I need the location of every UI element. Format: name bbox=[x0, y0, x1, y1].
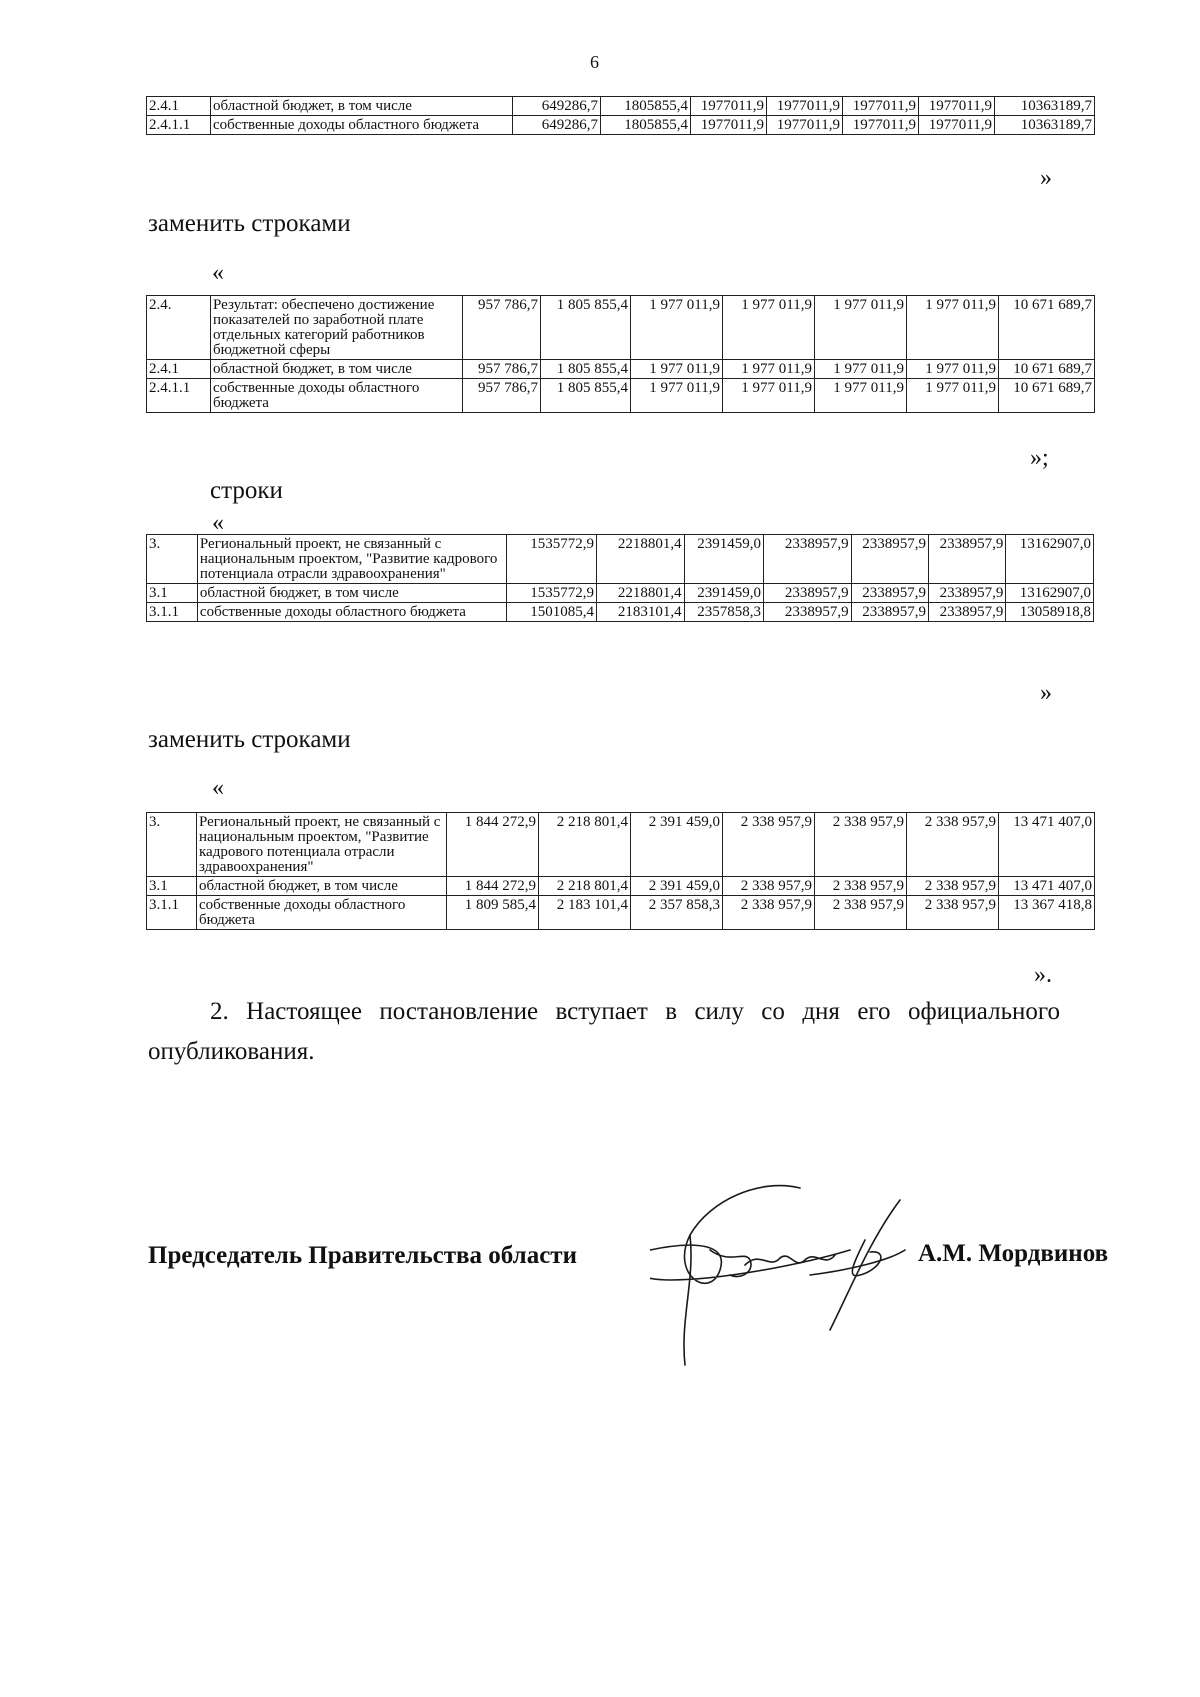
table-row bbox=[147, 296, 1095, 360]
amount-cell: 2338957,9 bbox=[851, 603, 928, 622]
amount-cell: 1 977 011,9 bbox=[631, 296, 723, 360]
amount-cell: 1805855,4 bbox=[601, 97, 691, 116]
amount-cell: 1805855,4 bbox=[601, 116, 691, 135]
replace-with-rows-label: заменить строками bbox=[148, 210, 351, 237]
amount-cell: 1 977 011,9 bbox=[815, 379, 907, 413]
amount-cell: 1 844 272,9 bbox=[447, 813, 539, 877]
opening-quote: « bbox=[212, 775, 224, 801]
amount-cell: 1 977 011,9 bbox=[907, 379, 999, 413]
amount-cell: 2338957,9 bbox=[764, 603, 852, 622]
table-row bbox=[147, 877, 1095, 896]
table-row bbox=[147, 584, 1094, 603]
amount-cell: 1 977 011,9 bbox=[723, 360, 815, 379]
amount-cell: 2 391 459,0 bbox=[631, 877, 723, 896]
row-description-cell: Результат: обеспечено достижение показателей по заработной плате отдельных категорий работников бюджетной сферы bbox=[211, 296, 463, 360]
amount-cell: 13 367 418,8 bbox=[999, 896, 1095, 930]
table-original-rows-2-4 bbox=[146, 96, 1095, 135]
row-description-cell: областной бюджет, в том числе bbox=[197, 584, 507, 603]
amount-cell: 2391459,0 bbox=[684, 535, 763, 584]
row-description-cell: собственные доходы областного бюджета bbox=[197, 603, 507, 622]
table-original-rows-3 bbox=[146, 534, 1094, 622]
opening-quote: « bbox=[212, 510, 224, 536]
amount-cell: 1 805 855,4 bbox=[541, 296, 631, 360]
row-description-cell: Региональный проект, не связанный с национальным проектом, "Развитие кадрового потенциала отрасли здравоохранения" bbox=[197, 535, 507, 584]
closing-quote: » bbox=[1040, 680, 1052, 706]
amount-cell: 13058918,8 bbox=[1006, 603, 1094, 622]
amount-cell: 2 391 459,0 bbox=[631, 813, 723, 877]
amount-cell: 2357858,3 bbox=[684, 603, 763, 622]
amount-cell: 1 977 011,9 bbox=[815, 296, 907, 360]
signatory-name: А.М. Мордвинов bbox=[918, 1240, 1109, 1267]
amount-cell: 2 338 957,9 bbox=[907, 813, 999, 877]
amount-cell: 1535772,9 bbox=[507, 535, 597, 584]
amount-cell: 1 977 011,9 bbox=[907, 296, 999, 360]
table-row bbox=[147, 360, 1095, 379]
amount-cell: 1977011,9 bbox=[767, 116, 843, 135]
row-code-cell: 3. bbox=[147, 535, 198, 584]
row-description-cell: собственные доходы областного бюджета bbox=[211, 379, 463, 413]
row-code-cell: 2.4. bbox=[147, 296, 211, 360]
amount-cell: 2 338 957,9 bbox=[907, 877, 999, 896]
amount-cell: 1 977 011,9 bbox=[631, 360, 723, 379]
amount-cell: 2 357 858,3 bbox=[631, 896, 723, 930]
amount-cell: 1977011,9 bbox=[919, 97, 995, 116]
table-row bbox=[147, 535, 1094, 584]
row-code-cell: 3.1.1 bbox=[147, 603, 198, 622]
row-code-cell: 3.1.1 bbox=[147, 896, 197, 930]
amount-cell: 957 786,7 bbox=[463, 296, 541, 360]
amount-cell: 10 671 689,7 bbox=[999, 379, 1095, 413]
amount-cell: 2 218 801,4 bbox=[539, 813, 631, 877]
amount-cell: 1501085,4 bbox=[507, 603, 597, 622]
amount-cell: 1 977 011,9 bbox=[907, 360, 999, 379]
amount-cell: 2338957,9 bbox=[928, 584, 1005, 603]
table-row bbox=[147, 379, 1095, 413]
amount-cell: 1977011,9 bbox=[767, 97, 843, 116]
table-row bbox=[147, 116, 1095, 135]
amount-cell: 1 844 272,9 bbox=[447, 877, 539, 896]
amount-cell: 1 809 585,4 bbox=[447, 896, 539, 930]
amount-cell: 2391459,0 bbox=[684, 584, 763, 603]
row-code-cell: 2.4.1 bbox=[147, 360, 211, 379]
amount-cell: 2338957,9 bbox=[928, 603, 1005, 622]
row-code-cell: 3.1 bbox=[147, 584, 198, 603]
replace-with-rows-label: заменить строками bbox=[148, 726, 351, 753]
row-description-cell: Региональный проект, не связанный с национальным проектом, "Развитие кадрового потенциала отрасли здравоохранения" bbox=[197, 813, 447, 877]
amount-cell: 2 338 957,9 bbox=[815, 813, 907, 877]
row-code-cell: 2.4.1 bbox=[147, 97, 211, 116]
amount-cell: 1 977 011,9 bbox=[723, 379, 815, 413]
amount-cell: 2 338 957,9 bbox=[723, 896, 815, 930]
amount-cell: 1977011,9 bbox=[691, 97, 767, 116]
amount-cell: 2 338 957,9 bbox=[815, 896, 907, 930]
amount-cell: 2218801,4 bbox=[597, 584, 685, 603]
amount-cell: 1 977 011,9 bbox=[723, 296, 815, 360]
amount-cell: 1 805 855,4 bbox=[541, 379, 631, 413]
amount-cell: 1 977 011,9 bbox=[815, 360, 907, 379]
amount-cell: 957 786,7 bbox=[463, 379, 541, 413]
amount-cell: 1535772,9 bbox=[507, 584, 597, 603]
amount-cell: 10 671 689,7 bbox=[999, 296, 1095, 360]
amount-cell: 1977011,9 bbox=[691, 116, 767, 135]
amount-cell: 2 218 801,4 bbox=[539, 877, 631, 896]
amount-cell: 10 671 689,7 bbox=[999, 360, 1095, 379]
table-row bbox=[147, 97, 1095, 116]
signatory-title: Председатель Правительства области bbox=[148, 1242, 577, 1269]
closing-quote: » bbox=[1040, 165, 1052, 191]
amount-cell: 1977011,9 bbox=[843, 97, 919, 116]
amount-cell: 13 471 407,0 bbox=[999, 813, 1095, 877]
amount-cell: 2218801,4 bbox=[597, 535, 685, 584]
amount-cell: 2338957,9 bbox=[851, 535, 928, 584]
amount-cell: 1 977 011,9 bbox=[631, 379, 723, 413]
amount-cell: 2338957,9 bbox=[928, 535, 1005, 584]
amount-cell: 957 786,7 bbox=[463, 360, 541, 379]
closing-quote: ». bbox=[1034, 962, 1052, 988]
row-description-cell: областной бюджет, в том числе bbox=[211, 97, 513, 116]
row-code-cell: 3. bbox=[147, 813, 197, 877]
table-row bbox=[147, 813, 1095, 877]
opening-quote: « bbox=[212, 260, 224, 286]
amount-cell: 2 338 957,9 bbox=[723, 813, 815, 877]
table-row bbox=[147, 896, 1095, 930]
row-description-cell: собственные доходы областного бюджета bbox=[197, 896, 447, 930]
table-row bbox=[147, 603, 1094, 622]
amount-cell: 10363189,7 bbox=[995, 116, 1095, 135]
amount-cell: 2338957,9 bbox=[764, 584, 852, 603]
amount-cell: 2 338 957,9 bbox=[723, 877, 815, 896]
rows-label: строки bbox=[210, 477, 283, 504]
amount-cell: 649286,7 bbox=[513, 116, 601, 135]
row-description-cell: собственные доходы областного бюджета bbox=[211, 116, 513, 135]
amount-cell: 13 471 407,0 bbox=[999, 877, 1095, 896]
amount-cell: 2338957,9 bbox=[851, 584, 928, 603]
row-code-cell: 2.4.1.1 bbox=[147, 379, 211, 413]
handwritten-signature bbox=[650, 1180, 910, 1370]
table-replacement-rows-3 bbox=[146, 812, 1095, 930]
amount-cell: 1977011,9 bbox=[843, 116, 919, 135]
amount-cell: 1 805 855,4 bbox=[541, 360, 631, 379]
page-number: 6 bbox=[590, 52, 599, 72]
amount-cell: 2 338 957,9 bbox=[907, 896, 999, 930]
paragraph-text: 2. Настоящее постановление вступает в силу со дня его официального опубликования. bbox=[148, 998, 1060, 1065]
amount-cell: 649286,7 bbox=[513, 97, 601, 116]
amount-cell: 13162907,0 bbox=[1006, 535, 1094, 584]
row-code-cell: 3.1 bbox=[147, 877, 197, 896]
amount-cell: 2338957,9 bbox=[764, 535, 852, 584]
row-description-cell: областной бюджет, в том числе bbox=[197, 877, 447, 896]
row-description-cell: областной бюджет, в том числе bbox=[211, 360, 463, 379]
table-replacement-rows-2-4 bbox=[146, 295, 1095, 413]
closing-quote: »; bbox=[1030, 445, 1049, 471]
amount-cell: 2183101,4 bbox=[597, 603, 685, 622]
amount-cell: 2 338 957,9 bbox=[815, 877, 907, 896]
amount-cell: 13162907,0 bbox=[1006, 584, 1094, 603]
amount-cell: 2 183 101,4 bbox=[539, 896, 631, 930]
row-code-cell: 2.4.1.1 bbox=[147, 116, 211, 135]
effective-date-paragraph bbox=[148, 992, 1060, 1072]
amount-cell: 10363189,7 bbox=[995, 97, 1095, 116]
amount-cell: 1977011,9 bbox=[919, 116, 995, 135]
